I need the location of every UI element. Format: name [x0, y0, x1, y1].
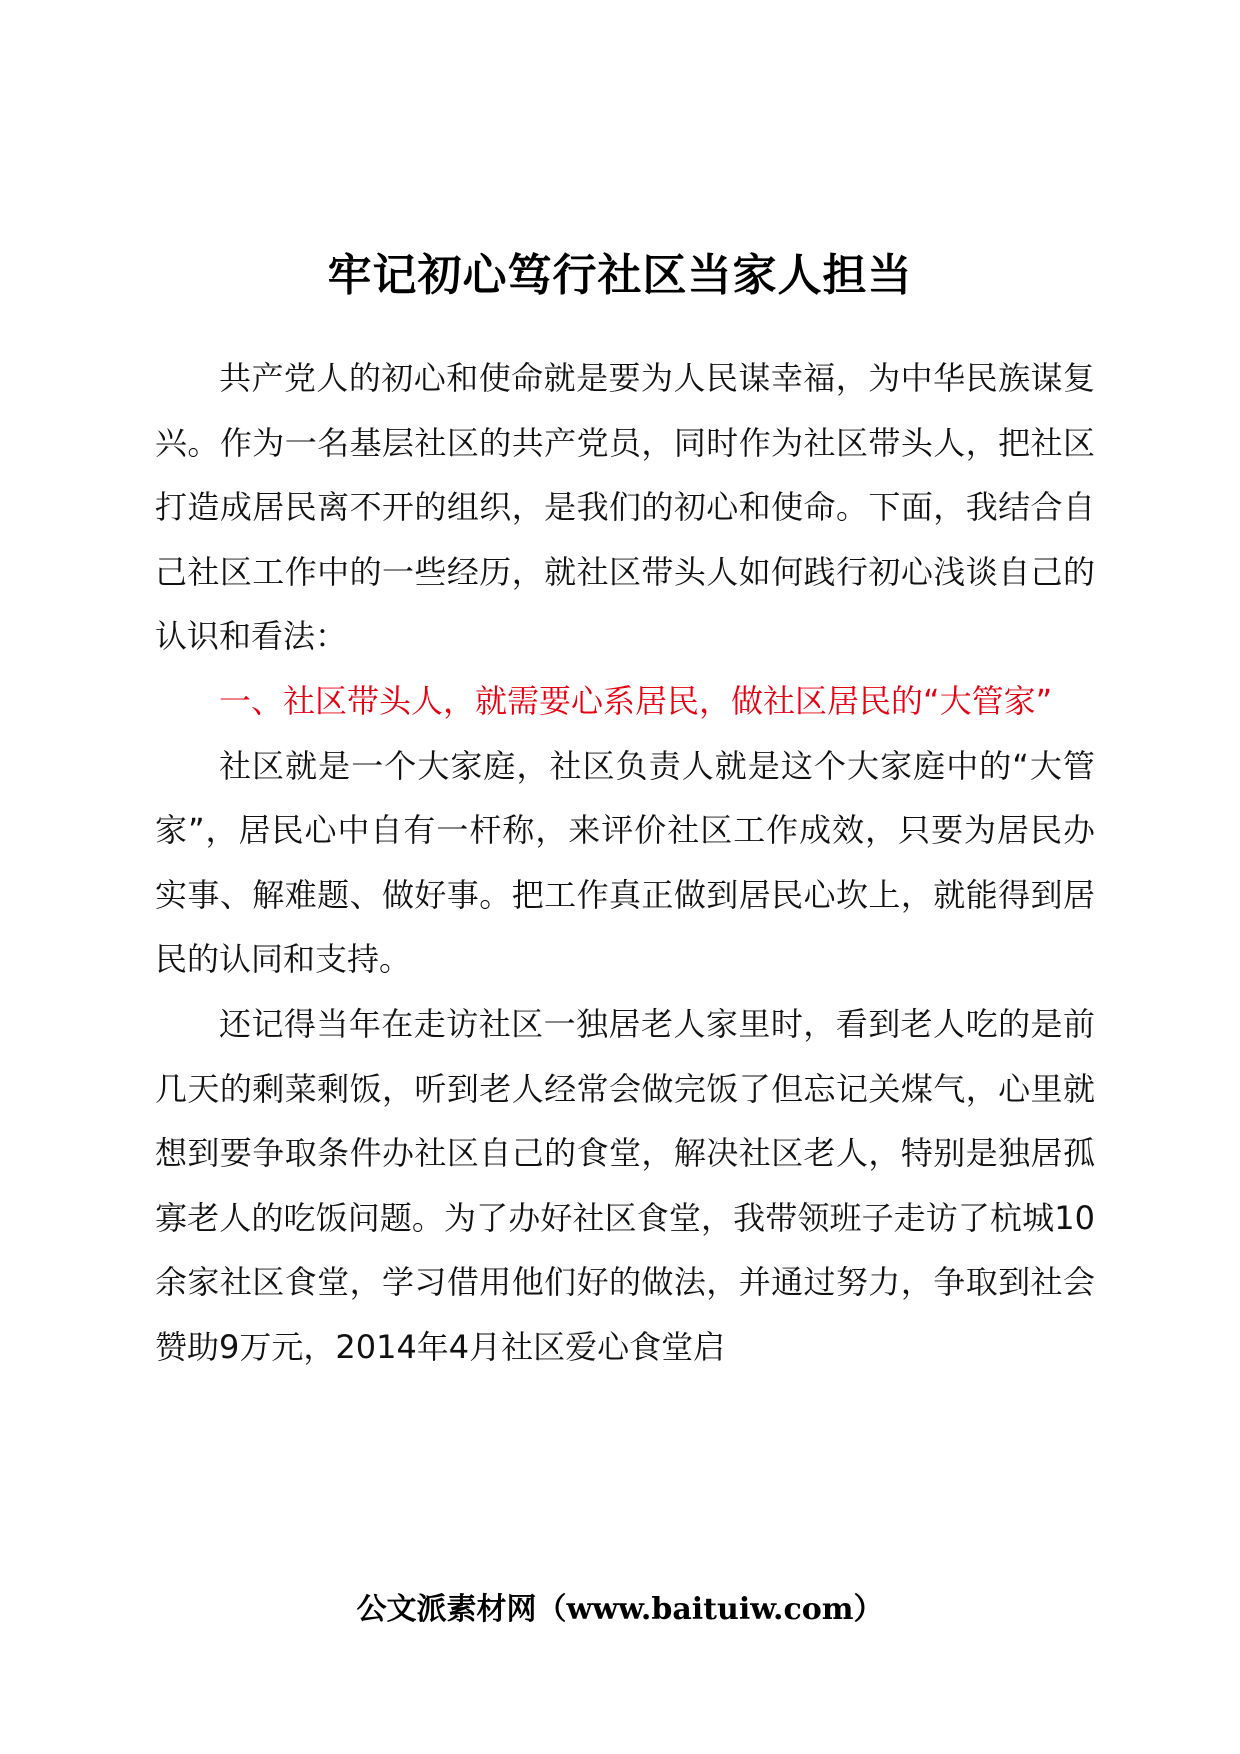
paragraph-intro: 共产党人的初心和使命就是要为人民谋幸福，为中华民族谋复兴。作为一名基层社区的共产党员，同时作为社区带头人，把社区打造成居民离不开的组织，是我们的初心和使命。下面，我结合自己社区工作中的一些经历，就社区带头人如何践行初心浅谈自己的认识和看法： [155, 359, 1095, 656]
paragraph-canteen: 还记得当年在走访社区一独居老人家里时，看到老人吃的是前几天的剩菜剩饭，听到老人经常会做完饭了但忘记关煤气，心里就想到要争取条件办社区自己的食堂，解决社区老人，特别是独居孤寡老人的吃饭问题。为了办好社区食堂，我带领班子走访了杭城10余家社区食堂，学习借用他们好的做法，并通过努力，争取到社会赞助9万元，2014年4月社区爱心食堂启 [155, 1004, 1095, 1366]
paragraph-community: 社区就是一个大家庭，社区负责人就是这个大家庭中的“大管家”，居民心中自有一杆称，来评价社区工作成效，只要为居民办实事、解难题、做好事。把工作真正做到居民心坎上，就能得到居民的认同和支持。 [155, 746, 1095, 979]
document-body [155, 346, 1095, 1380]
document-title: 牢记初心笃行社区当家人担当 [327, 250, 913, 301]
footer-source: 公文派素材网（www.baituiw.com） [356, 1592, 884, 1627]
section-heading-1: 一、社区带头人，就需要心系居民，做社区居民的“大管家” [219, 681, 1053, 720]
